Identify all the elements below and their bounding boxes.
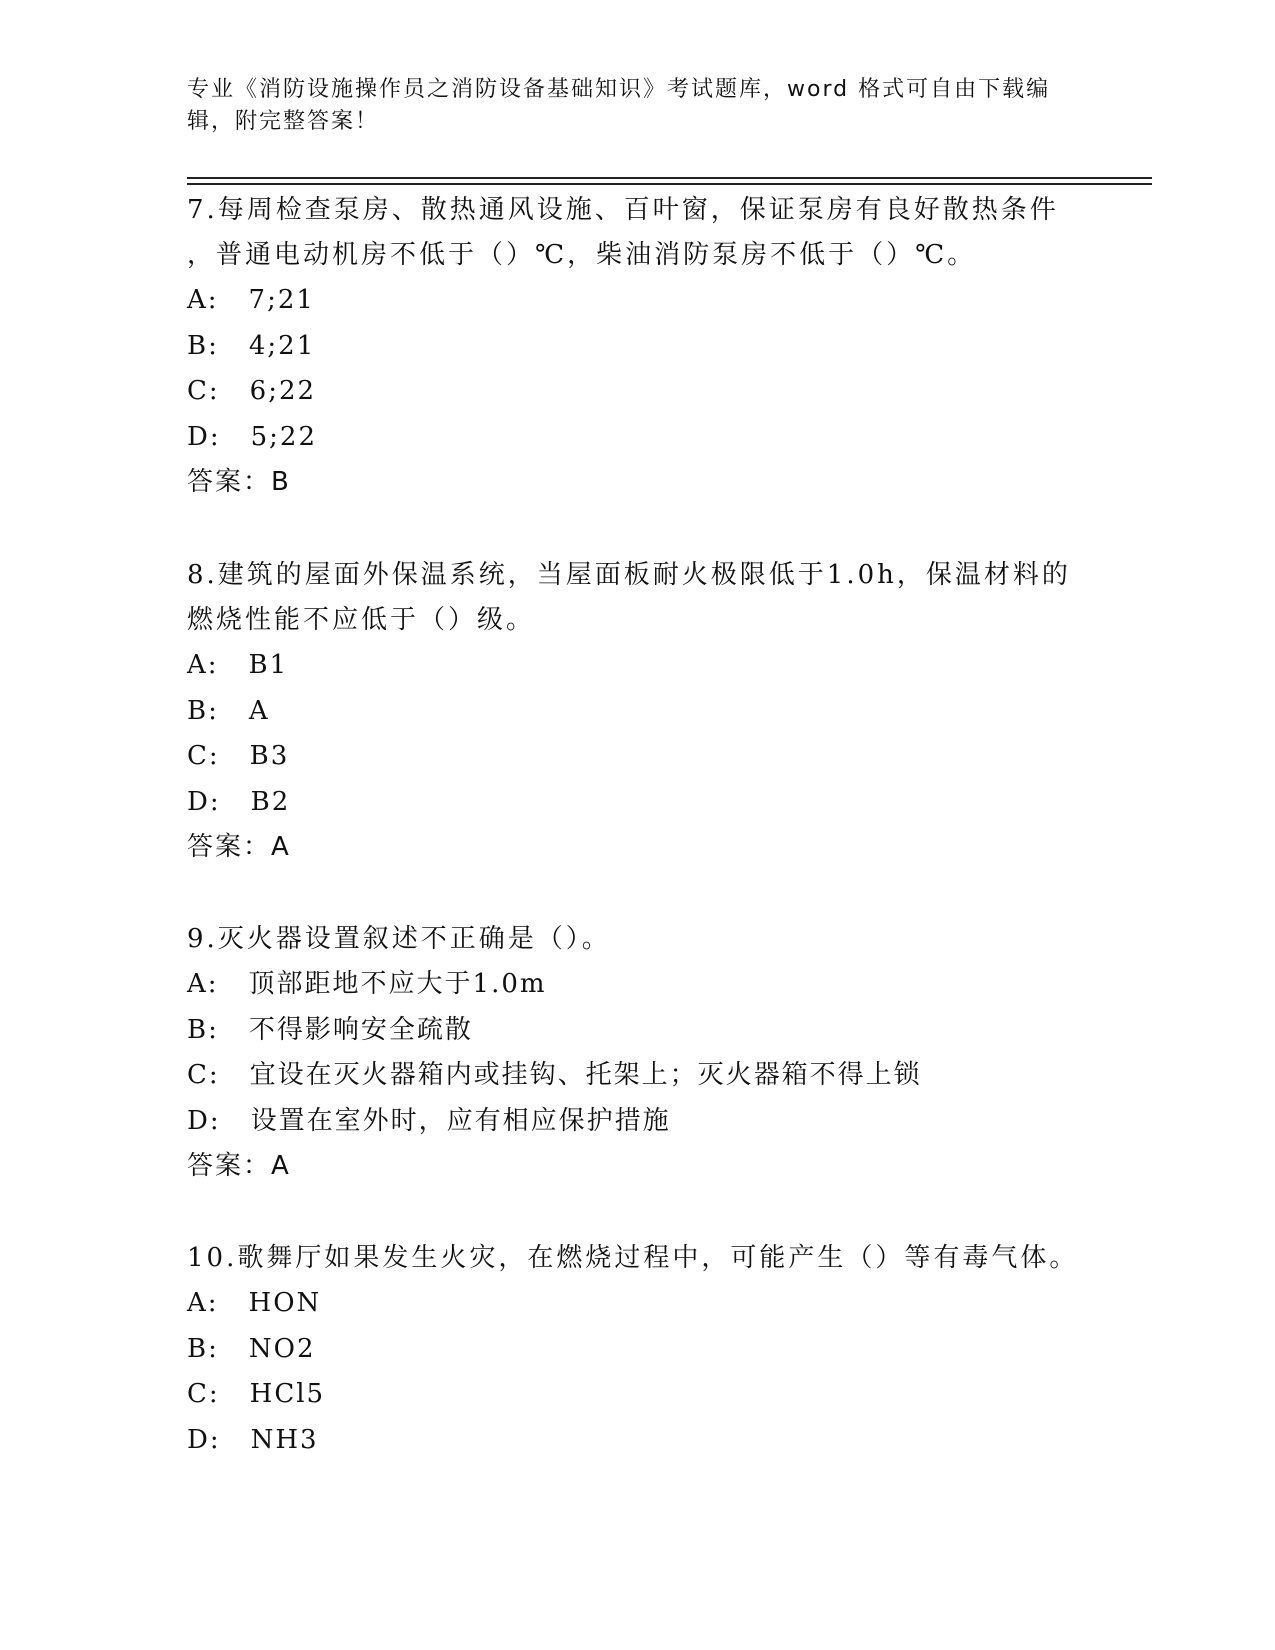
option-text: 宜设在灭火器箱内或挂钩、托架上；灭火器箱不得上锁 bbox=[249, 1060, 922, 1090]
option-text: HON bbox=[248, 1288, 322, 1318]
question-text-line: ，普通电动机房不低于（）℃，柴油消防泵房不低于（）℃。 bbox=[187, 240, 977, 270]
option-a bbox=[187, 643, 1087, 689]
option-text: 不得影响安全疏散 bbox=[248, 1014, 473, 1045]
option-d bbox=[187, 415, 1087, 461]
option-letter: B: bbox=[187, 330, 219, 361]
option-letter: C: bbox=[187, 741, 220, 771]
option-letter: C: bbox=[187, 376, 220, 406]
question-7 bbox=[187, 188, 1087, 505]
question-text-line: 7.每周检查泵房、散热通风设施、百叶窗，保证泵房有良好散热条件 bbox=[187, 195, 1059, 225]
option-text: B2 bbox=[250, 786, 291, 817]
option-b bbox=[187, 1008, 1087, 1054]
answer-line: 答案：A bbox=[187, 832, 291, 862]
option-text: 5;22 bbox=[250, 421, 317, 452]
option-b bbox=[187, 324, 1087, 370]
question-text-line: 9.灭火器设置叙述不正确是（）。 bbox=[187, 924, 611, 954]
option-text: 6;22 bbox=[249, 376, 317, 406]
option-d bbox=[187, 780, 1087, 826]
header-line-2: 辑，附完整答案！ bbox=[187, 109, 380, 134]
option-d bbox=[187, 1099, 1087, 1145]
option-letter: D: bbox=[187, 1424, 221, 1455]
option-letter: D: bbox=[187, 421, 221, 452]
option-text: 7;21 bbox=[248, 285, 315, 315]
question-text bbox=[187, 1236, 1087, 1281]
option-c bbox=[187, 1053, 1087, 1099]
option-text: B1 bbox=[248, 650, 289, 680]
question-9 bbox=[187, 917, 1087, 1189]
option-letter: A: bbox=[187, 285, 219, 315]
option-letter: D: bbox=[187, 1105, 221, 1136]
option-text: 顶部距地不应大于1.0m bbox=[248, 969, 547, 999]
option-letter: B: bbox=[187, 695, 219, 726]
option-c bbox=[187, 1372, 1087, 1418]
header-divider-bottom bbox=[187, 183, 1152, 185]
option-letter: A: bbox=[187, 650, 219, 680]
option-letter: C: bbox=[187, 1060, 220, 1090]
question-text-line: 燃烧性能不应低于（）级。 bbox=[187, 605, 536, 635]
question-text-line: 8.建筑的屋面外保温系统，当屋面板耐火极限低于1.0h，保温材料的 bbox=[187, 560, 1071, 590]
answer-line: 答案：A bbox=[187, 1151, 291, 1181]
option-letter: A: bbox=[187, 1288, 219, 1318]
question-10 bbox=[187, 1236, 1087, 1463]
option-letter: C: bbox=[187, 1379, 220, 1409]
option-letter: B: bbox=[187, 1333, 219, 1364]
option-d bbox=[187, 1418, 1087, 1464]
question-text-line: 10.歌舞厅如果发生火灾，在燃烧过程中，可能产生（）等有毒气体。 bbox=[187, 1243, 1079, 1273]
question-text bbox=[187, 917, 1087, 962]
option-letter: B: bbox=[187, 1014, 219, 1045]
option-c bbox=[187, 369, 1087, 415]
option-letter: A: bbox=[187, 969, 219, 999]
option-a bbox=[187, 962, 1087, 1008]
option-text: B3 bbox=[249, 741, 290, 771]
option-text: A bbox=[248, 695, 270, 726]
question-text bbox=[187, 553, 1087, 643]
option-a bbox=[187, 1281, 1087, 1327]
header-line-1: 专业《消防设施操作员之消防设备基础知识》考试题库，word 格式可自由下载编 bbox=[187, 77, 1051, 102]
document-header bbox=[187, 74, 1067, 138]
answer-line: 答案：B bbox=[187, 467, 291, 497]
option-b bbox=[187, 689, 1087, 735]
question-text bbox=[187, 188, 1087, 278]
option-text: 4;21 bbox=[248, 330, 316, 361]
option-text: 设置在室外时，应有相应保护措施 bbox=[250, 1105, 671, 1136]
option-b bbox=[187, 1327, 1087, 1373]
option-c bbox=[187, 734, 1087, 780]
header-divider-top bbox=[187, 177, 1152, 179]
option-text: NH3 bbox=[250, 1424, 319, 1455]
option-text: HCl5 bbox=[249, 1379, 326, 1409]
option-letter: D: bbox=[187, 786, 221, 817]
option-a bbox=[187, 278, 1087, 324]
question-8 bbox=[187, 553, 1087, 870]
option-text: NO2 bbox=[248, 1333, 316, 1364]
